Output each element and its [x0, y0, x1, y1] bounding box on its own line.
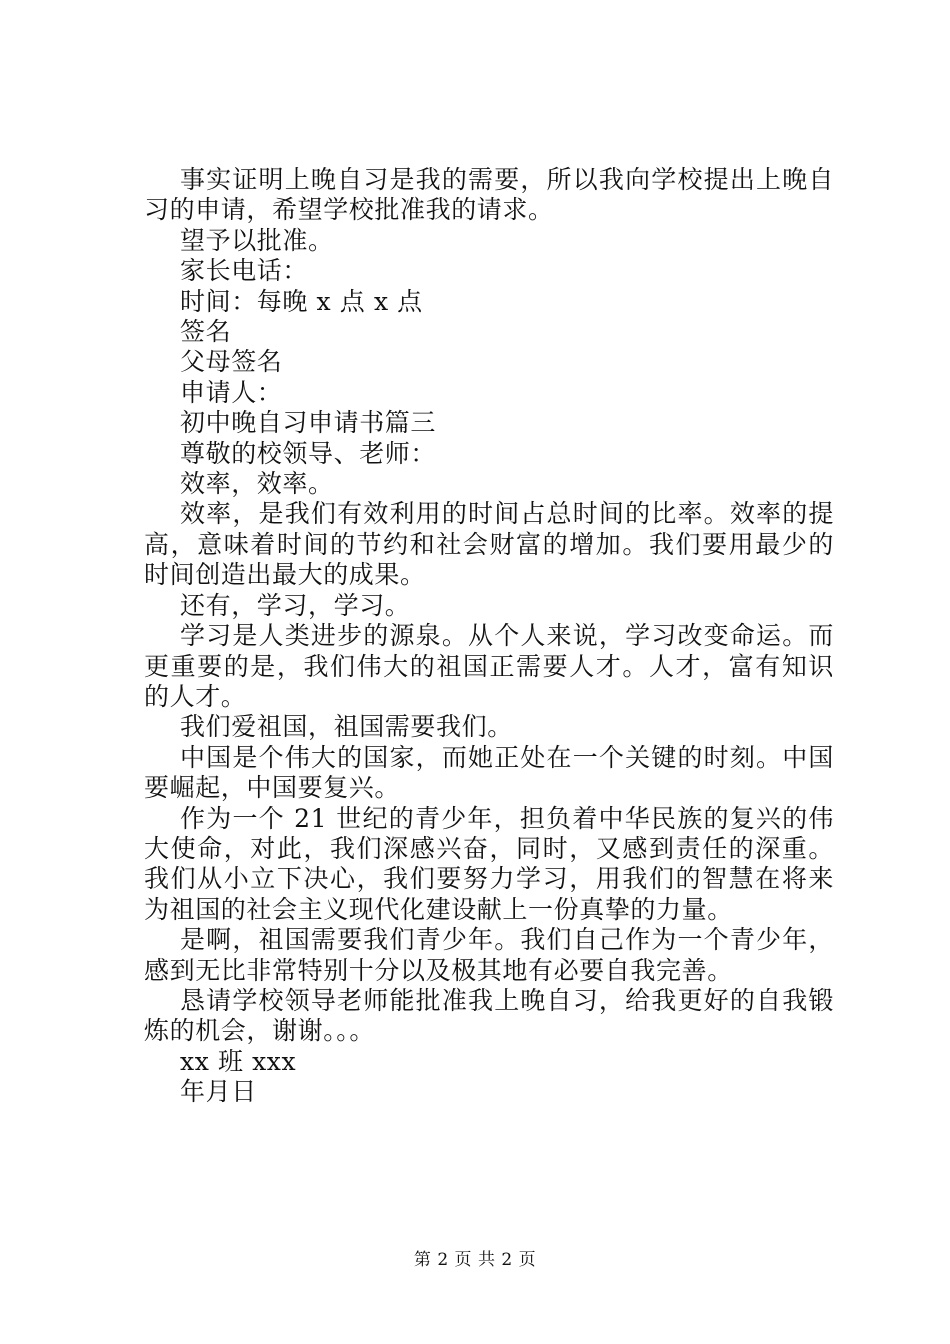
paragraph-applicant: 申请人： — [180, 377, 283, 407]
paragraph-parent-signature: 父母签名 — [180, 347, 283, 377]
paragraph-request-reason: 事实证明上晚自习是我的需要，所以我向学校提出上晚自习的申请，希望学校批准我的请求。 — [144, 165, 834, 225]
page-footer: 第 2 页 共 2 页 — [413, 1250, 537, 1270]
section-heading: 初中晚自习申请书篇三 — [180, 408, 437, 438]
paragraph-self-improvement: 是啊，祖国需要我们青少年。我们自己作为一个青少年，感到无比非常特别十分以及极其地有必要自我完善。 — [144, 925, 834, 985]
paragraph-date: 年月日 — [180, 1077, 257, 1107]
paragraph-efficiency-title: 效率，效率。 — [180, 469, 334, 499]
paragraph-parent-phone: 家长电话： — [180, 256, 309, 286]
paragraph-efficiency-body: 效率，是我们有效利用的时间占总时间的比率。效率的提高，意味着时间的节约和社会财富的增加。我们要用最少的时间创造出最大的成果。 — [144, 499, 834, 590]
paragraph-china-rise: 中国是个伟大的国家，而她正处在一个关键的时刻。中国要崛起，中国要复兴。 — [144, 742, 834, 803]
paragraph-youth-mission: 作为一个 21 世纪的青少年，担负着中华民族的复兴的伟大使命，对此，我们深感兴奋，同时，又感到责任的深重。我们从小立下决心，我们要努力学习，用我们的智慧在将来为祖国的社会主义现代化建设献上一份真挚的力量。 — [144, 803, 834, 924]
paragraph-approval-request: 望予以批准。 — [180, 225, 334, 255]
paragraph-love-country: 我们爱祖国，祖国需要我们。 — [180, 712, 513, 742]
paragraph-signature: 签名 — [180, 317, 232, 347]
paragraph-closing-request: 恳请学校领导老师能批准我上晚自习，给我更好的自我锻炼的机会，谢谢。。。 — [144, 985, 834, 1046]
paragraph-class-name: xx 班 xxx — [180, 1046, 297, 1076]
paragraph-time: 时间：每晚 x 点 x 点 — [180, 286, 423, 316]
paragraph-study-title: 还有，学习，学习。 — [180, 590, 411, 620]
document-body — [144, 165, 834, 1108]
paragraph-study-body: 学习是人类进步的源泉。从个人来说，学习改变命运。而更重要的是，我们伟大的祖国正需要人才。人才，富有知识的人才。 — [144, 621, 834, 711]
paragraph-salutation: 尊敬的校领导、老师： — [180, 438, 437, 468]
